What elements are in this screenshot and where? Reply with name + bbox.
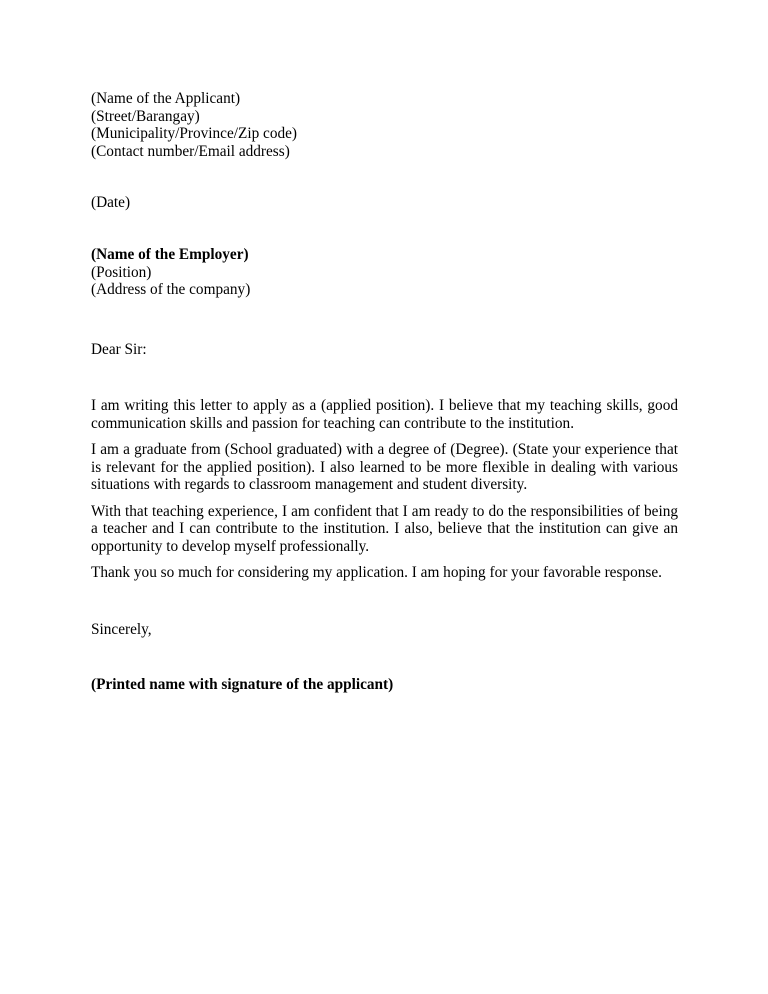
recipient-address-block	[91, 246, 678, 299]
company-address: (Address of the company)	[91, 281, 251, 298]
letter-body	[91, 397, 678, 582]
employer-name: (Name of the Employer)	[91, 246, 249, 263]
body-paragraph: I am writing this letter to apply as a (applied position). I believe that my teaching skills, good communication skills and passion for teaching can contribute to the institution.	[91, 397, 678, 432]
sender-address-block	[91, 90, 678, 160]
signature-block	[91, 676, 678, 694]
body-paragraph: I am a graduate from (School graduated) with a degree of (Degree). (State your experience that is relevant for the applied position). I also learned to be more flexible in dealing with various situations with regards to classroom management and student diversity.	[91, 441, 678, 493]
applicant-municipality: (Municipality/Province/Zip code)	[91, 125, 298, 142]
letter-date: (Date)	[91, 194, 131, 211]
applicant-street: (Street/Barangay)	[91, 107, 200, 125]
body-paragraph: Thank you so much for considering my application. I am hoping for your favorable response.	[91, 564, 662, 581]
salutation: Dear Sir:	[91, 341, 147, 358]
employer-position: (Position)	[91, 263, 152, 281]
body-paragraph: With that teaching experience, I am confident that I am ready to do the responsibilities of being a teacher and I can contribute to the institution. I also, believe that the institution can give an opportunity to develop myself professionally.	[91, 502, 678, 555]
applicant-name: (Name of the Applicant)	[91, 90, 241, 107]
date-block	[91, 194, 678, 212]
salutation-block	[91, 341, 678, 359]
closing-block	[91, 621, 678, 639]
applicant-contact: (Contact number/Email address)	[91, 142, 290, 160]
closing: Sincerely,	[91, 621, 152, 638]
signature-line: (Printed name with signature of the applicant)	[91, 676, 394, 693]
